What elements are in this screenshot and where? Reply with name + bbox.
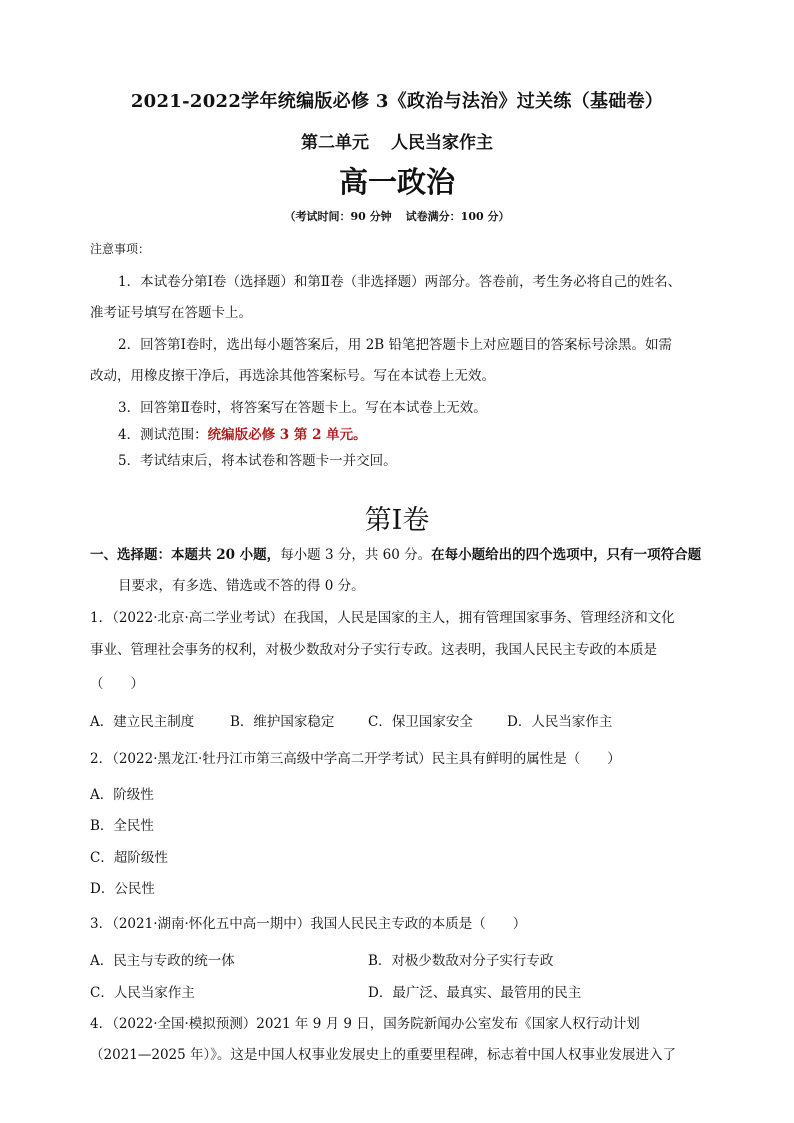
instr-prefix: 一、选择题： <box>90 547 171 563</box>
q2-option-a: A．阶级性 <box>90 787 154 803</box>
exam-title: 2021-2022学年统编版必修 3《政治与法治》过关练（基础卷） <box>130 91 664 112</box>
q1-option-b: B．维护国家稳定 <box>230 714 335 730</box>
note-item-1-line-2: 准考证号填写在答题卡上。 <box>90 305 252 321</box>
note-item-5: 5．考试结束后，将本试卷和答题卡一并交回。 <box>118 453 397 469</box>
note-item-2-line-2: 改动，用橡皮擦干净后，再选涂其他答案标号。写在本试卷上无效。 <box>90 368 495 384</box>
exam-score: 试卷满分：100 分） <box>405 210 510 223</box>
question-3-stem: 3．（2021·湖南·怀化五中高一期中）我国人民民主专政的本质是（ ） <box>90 916 527 932</box>
q2-option-d: D．公民性 <box>90 881 155 897</box>
notes-heading: 注意事项： <box>90 242 151 256</box>
question-2-stem: 2．（2022·黑龙江·牡丹江市第三高级中学高二开学考试）民主具有鲜明的属性是（ ） <box>90 751 621 767</box>
exam-time: （考试时间：90 分钟 <box>284 210 392 223</box>
q1-option-a: A．建立民主制度 <box>90 714 195 730</box>
unit-name: 人民当家作主 <box>391 133 493 153</box>
q3-option-a: A．民主与专政的统一体 <box>90 953 235 969</box>
q3-option-d: D．最广泛、最真实、最管用的民主 <box>368 985 582 1001</box>
instr-b: 每小题 3 分，共 60 分。 <box>280 547 432 563</box>
instr-c: 在每小题给出的四个选项中，只有一项符合题 <box>431 547 702 563</box>
note-item-4 <box>118 423 367 443</box>
exam-info <box>0 208 794 224</box>
unit-label: 第二单元 <box>301 133 369 153</box>
test-range: 统编版必修 3 第 2 单元。 <box>207 427 367 443</box>
section-title: 第Ⅰ卷 <box>364 505 430 536</box>
unit-title <box>0 128 794 153</box>
q3-option-c: C．人民当家作主 <box>90 985 195 1001</box>
note-item-4-prefix: 4．测试范围： <box>118 427 208 443</box>
section-instructions-line-1 <box>90 543 701 563</box>
note-item-3: 3．回答第Ⅱ卷时，将答案写在答题卡上。写在本试卷上无效。 <box>118 400 487 416</box>
q1-option-d: D．人民当家作主 <box>507 714 613 730</box>
question-1-line-1: 1．（2022·北京·高二学业考试）在我国，人民是国家的主人，拥有管理国家事务、管理经济和文化 <box>90 610 675 626</box>
question-4-line-2: （2021—2025 年）》。这是中国人权事业发展史上的重要里程碑，标志着中国人权事业发展进入了 <box>90 1047 677 1063</box>
subject-title: 高一政治 <box>338 165 455 199</box>
note-item-1-line-1: 1．本试卷分第Ⅰ卷（选择题）和第Ⅱ卷（非选择题）两部分。答卷前，考生务必将自己的姓名、 <box>118 274 682 290</box>
q2-option-c: C．超阶级性 <box>90 850 168 866</box>
question-1-answer-bracket: （ ） <box>90 676 144 692</box>
instr-a: 本题共 20 小题， <box>171 547 281 563</box>
section-instructions-line-2: 目要求，有多选、错选或不答的得 0 分。 <box>118 578 365 594</box>
question-1-line-2: 事业、管理社会事务的权利，对极少数敌对分子实行专政。这表明，我国人民民主专政的本质是 <box>90 642 657 658</box>
q1-option-c: C．保卫国家安全 <box>368 714 473 730</box>
note-item-2-line-1: 2．回答第Ⅰ卷时，选出每小题答案后，用 2B 铅笔把答题卡上对应题目的答案标号涂黑。如需 <box>118 337 673 353</box>
q2-option-b: B．全民性 <box>90 818 154 834</box>
question-4-line-1: 4．（2022·全国·模拟预测）2021 年 9 月 9 日，国务院新闻办公室发布《国家人权行动计划 <box>90 1016 640 1032</box>
q3-option-b: B．对极少数敌对分子实行专政 <box>368 953 554 969</box>
